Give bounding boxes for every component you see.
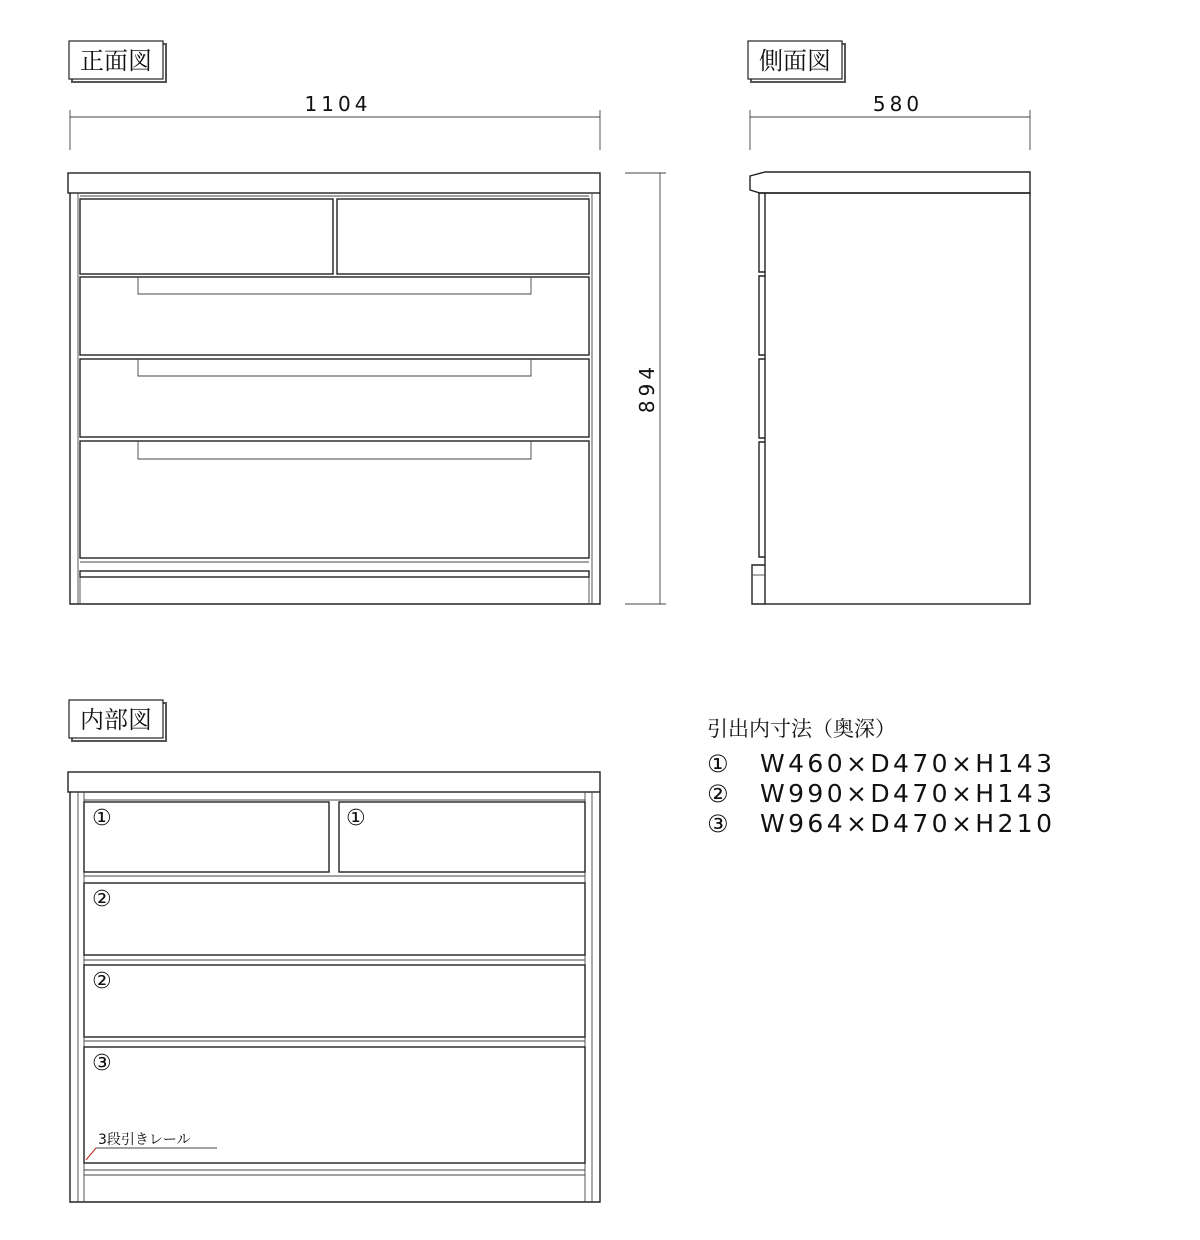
width-value: 1104 <box>304 92 372 116</box>
specs-title: 引出内寸法（奥深） <box>707 717 896 741</box>
spec-row-text: W990×D470×H143 <box>760 779 1056 808</box>
side-view-title: 側面図 <box>759 47 831 75</box>
side-view <box>750 172 1030 604</box>
front-view <box>68 173 600 604</box>
spec-number: ① <box>707 750 729 778</box>
side-view-label <box>748 41 845 82</box>
depth-dimension <box>750 92 1030 150</box>
front-drawer-1-left <box>80 199 333 274</box>
drawer-number: ③ <box>92 1051 112 1076</box>
height-value: 894 <box>635 362 659 414</box>
drawer-number: ② <box>92 969 112 994</box>
spec-row-text: W460×D470×H143 <box>760 749 1056 778</box>
interior-view-label <box>69 700 166 741</box>
drawer-number: ① <box>92 806 112 831</box>
interior-drawer-2a <box>84 883 585 955</box>
drawer-number: ① <box>346 806 366 831</box>
height-dimension <box>625 173 666 604</box>
interior-view-title: 内部図 <box>80 706 152 734</box>
interior-drawer-2b <box>84 965 585 1037</box>
interior-view <box>68 772 600 1202</box>
front-view-label <box>69 41 166 82</box>
depth-value: 580 <box>872 92 924 116</box>
drawer-specs <box>707 717 1055 838</box>
interior-drawer-1-right <box>339 802 585 872</box>
spec-row-text: W964×D470×H210 <box>760 809 1056 838</box>
rail-note: 3段引きレール <box>98 1132 191 1148</box>
width-dimension <box>70 92 600 150</box>
drawer-number: ② <box>92 887 112 912</box>
front-drawer-1-right <box>337 199 589 274</box>
interior-drawer-1-left <box>84 802 329 872</box>
front-view-title: 正面図 <box>80 47 152 75</box>
spec-number: ③ <box>707 810 729 838</box>
front-drawer-2b <box>80 359 589 437</box>
spec-number: ② <box>707 780 729 808</box>
front-drawer-2a <box>80 277 589 355</box>
